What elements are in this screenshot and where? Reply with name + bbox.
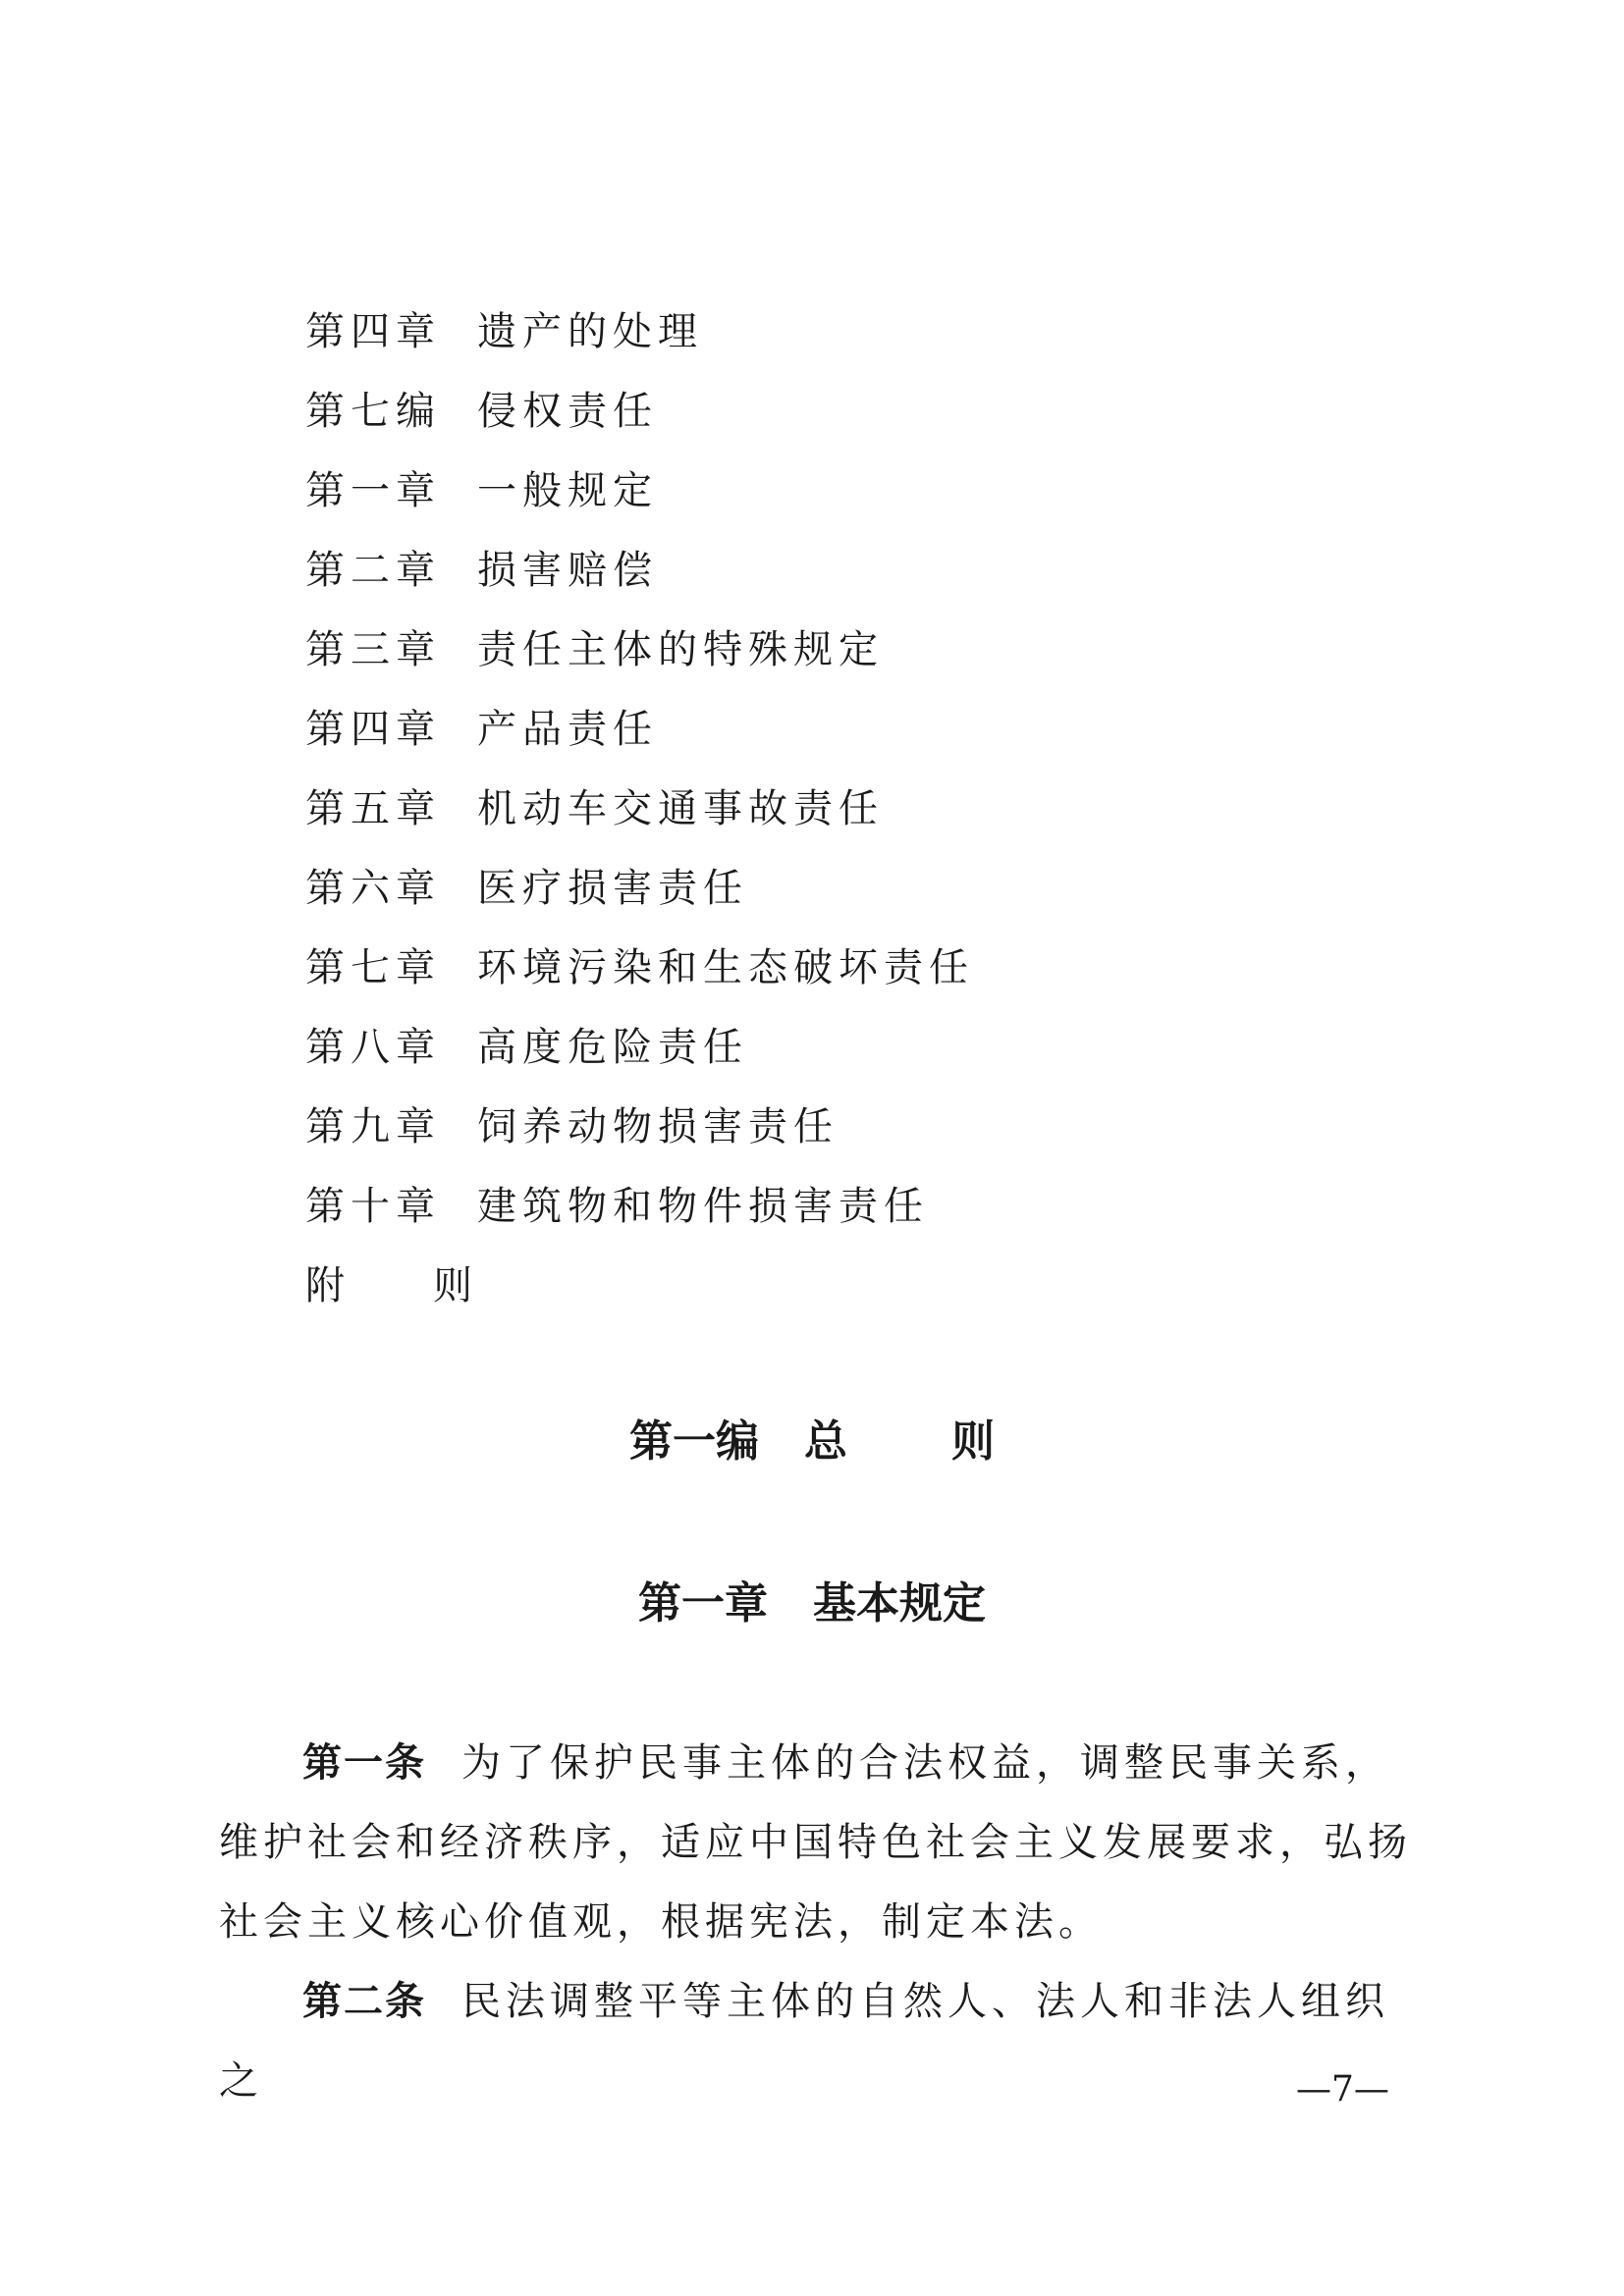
article-body [219, 1724, 1432, 2121]
toc-item-title: 机动车交通事故责任 [477, 786, 884, 831]
toc-item [305, 1008, 1385, 1088]
toc-item [305, 611, 1385, 690]
toc-item-title: 遗产的处理 [477, 309, 703, 354]
toc-item-title: 责任主体的特殊规定 [477, 627, 884, 672]
table-of-contents [305, 293, 1385, 1326]
toc-appendix-char-2: 则 [433, 1263, 472, 1308]
toc-item-number: 第七编 [305, 389, 441, 434]
toc-item-title: 环境污染和生态破坏责任 [477, 945, 974, 990]
toc-item-number: 第一章 [305, 468, 441, 513]
toc-item [305, 1167, 1385, 1247]
article-paragraph [219, 1962, 1432, 2121]
toc-item [305, 1088, 1385, 1167]
article-text: 为了保护民事主体的合法权益，调整民事关系，维护社会和经济秩序，适应中国特色社会主义发展要求，弘扬社会主义核心价值观，根据宪法，制定本法。 [219, 1740, 1412, 1945]
chapter-heading [0, 1568, 1624, 1630]
toc-item [305, 770, 1385, 849]
toc-item [305, 372, 1385, 452]
toc-item-title: 建筑物和物件损害责任 [477, 1184, 929, 1229]
article-paragraph [219, 1724, 1432, 1962]
toc-item-number: 第四章 [305, 309, 441, 354]
article-text: 民法调整平等主体的自然人、法人和非法人组织之 [219, 1979, 1389, 2104]
part-heading-word-1: 总 [804, 1416, 847, 1467]
toc-item-title: 一般规定 [477, 468, 658, 513]
toc-item-number: 第四章 [305, 707, 441, 752]
toc-item [305, 452, 1385, 531]
toc-item-title: 产品责任 [477, 707, 658, 752]
chapter-heading-title: 基本规定 [813, 1578, 986, 1629]
article-label: 第二条 [302, 1979, 426, 2024]
toc-item-number: 第十章 [305, 1184, 441, 1229]
toc-item-number: 第三章 [305, 627, 441, 672]
article-label: 第一条 [302, 1740, 426, 1786]
toc-item-number: 第七章 [305, 945, 441, 990]
toc-item-title: 医疗损害责任 [477, 866, 748, 911]
page-number: —7— [1296, 2069, 1389, 2109]
toc-item [305, 293, 1385, 372]
chapter-heading-number: 第一章 [638, 1578, 768, 1629]
toc-item-number: 第九章 [305, 1104, 441, 1149]
toc-item-number: 第八章 [305, 1025, 441, 1070]
toc-appendix-char-1: 附 [305, 1263, 345, 1308]
toc-item [305, 690, 1385, 770]
part-heading-number: 第一编 [629, 1416, 759, 1467]
toc-item-number: 第六章 [305, 866, 441, 911]
toc-item [305, 929, 1385, 1008]
toc-item-number: 第二章 [305, 548, 441, 593]
toc-item-title: 损害赔偿 [477, 548, 658, 593]
toc-item-number: 第五章 [305, 786, 441, 831]
toc-item [305, 531, 1385, 611]
toc-item-title: 高度危险责任 [477, 1025, 748, 1070]
toc-item [305, 849, 1385, 929]
part-heading [0, 1406, 1624, 1468]
toc-item-title: 侵权责任 [477, 389, 658, 434]
toc-item-title: 饲养动物损害责任 [477, 1104, 839, 1149]
part-heading-word-2: 则 [951, 1416, 995, 1467]
toc-appendix [305, 1247, 1385, 1326]
